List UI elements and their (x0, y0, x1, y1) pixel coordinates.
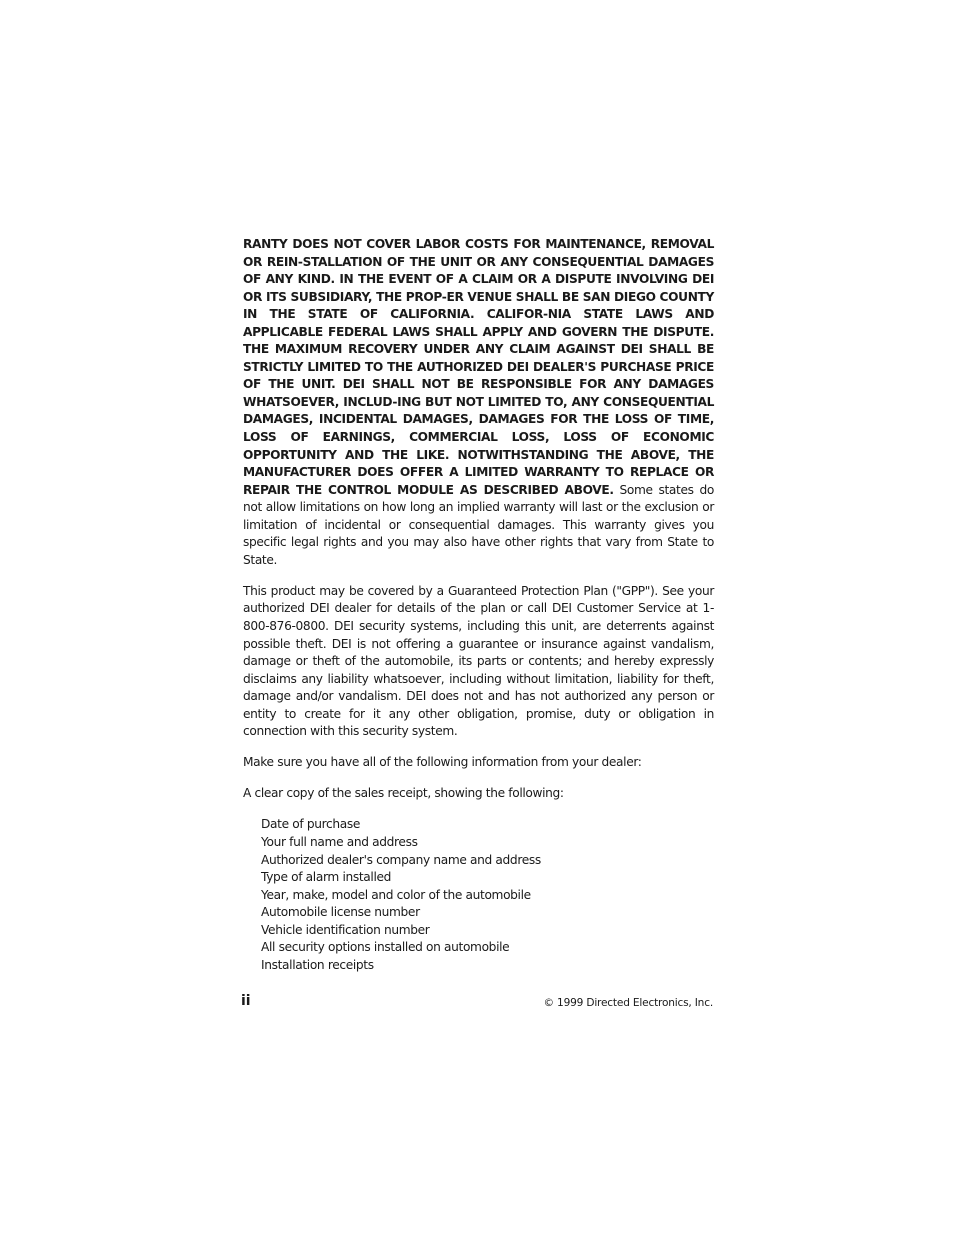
list-item: Type of alarm installed (261, 870, 392, 885)
list-item: Vehicle identification number (261, 922, 430, 937)
dealer-info-intro: Make sure you have all of the following information from your dealer: (243, 755, 642, 770)
list-item: Authorized dealer's company name and address (261, 852, 541, 867)
page-body (243, 236, 714, 974)
warranty-disclaimer-bold: RANTY DOES NOT COVER LABOR COSTS FOR MAINTENANCE, REMOVAL OR REIN-STALLATION OF THE UNIT OR ANY CONSEQUENTIAL DAMAGES OF ANY KIND. IN THE EVENT OF A CLAIM OR A DISPUTE INVOLVING DEI OR ITS SUBSIDIARY, THE PROP-ER VENUE SHALL BE SAN DIEGO COUNTY IN THE STATE OF CALIFORNIA. CALIFOR-NIA STATE LAWS AND APPLICABLE FEDERAL LAWS SHALL APPLY AND GOVERN THE DISPUTE. THE MAXIMUM RECOVERY UNDER ANY CLAIM AGAINST DEI SHALL BE STRICTLY LIMITED TO THE AUTHORIZED DEI DEALER'S PURCHASE PRICE OF THE UNIT. DEI SHALL NOT BE RESPONSIBLE FOR ANY DAMAGES WHATSOEVER, INCLUD-ING BUT NOT LIMITED TO, ANY CONSEQUENTIAL DAMAGES, INCIDENTAL DAMAGES, DAMAGES FOR THE LOSS OF TIME, LOSS OF EARNINGS, COMMERCIAL LOSS, LOSS OF ECONOMIC OPPORTUNITY AND THE LIKE. NOTWITHSTANDING THE ABOVE, THE MANUFACTURER DOES OFFER A LIMITED WARRANTY TO REPLACE OR REPAIR THE CONTROL MODULE AS DESCRIBED ABOVE. (243, 237, 714, 497)
list-item: Date of purchase (261, 817, 360, 832)
copyright-notice: © 1999 Directed Electronics, Inc. (543, 997, 713, 1009)
warranty-disclaimer-plain: Some states do not allow limitations on how long an implied warranty will last or the exclusion or limitation of incidental or consequential damages. This warranty gives you specific legal rights and you may also have other rights that vary from State to State. (243, 482, 714, 567)
list-item: Installation receipts (261, 957, 374, 972)
gpp-paragraph: This product may be covered by a Guaranteed Protection Plan ("GPP"). See your authorized DEI dealer for details of the plan or call DEI Customer Service at 1-800-876-0800. DEI security systems, including this unit, are deterrents against possible theft. DEI is not offering a guarantee or insurance against vandalism, damage or theft of the automobile, its parts or contents; and hereby expressly disclaims any liability whatsoever, including without limitation, liability for theft, damage and/or vandalism. DEI does not and has not authorized any person or entity to create for it any other obligation, promise, duty or obligation in connection with this security system. (243, 583, 714, 739)
warranty-paragraph (243, 236, 714, 569)
receipt-intro: A clear copy of the sales receipt, showing the following: (243, 786, 564, 801)
page-number: ii (241, 993, 251, 1009)
list-item: Your full name and address (261, 834, 418, 849)
receipt-items-list (243, 816, 714, 974)
list-item: Year, make, model and color of the automobile (261, 887, 531, 902)
list-item: All security options installed on automobile (261, 940, 510, 955)
list-item: Automobile license number (261, 905, 420, 920)
